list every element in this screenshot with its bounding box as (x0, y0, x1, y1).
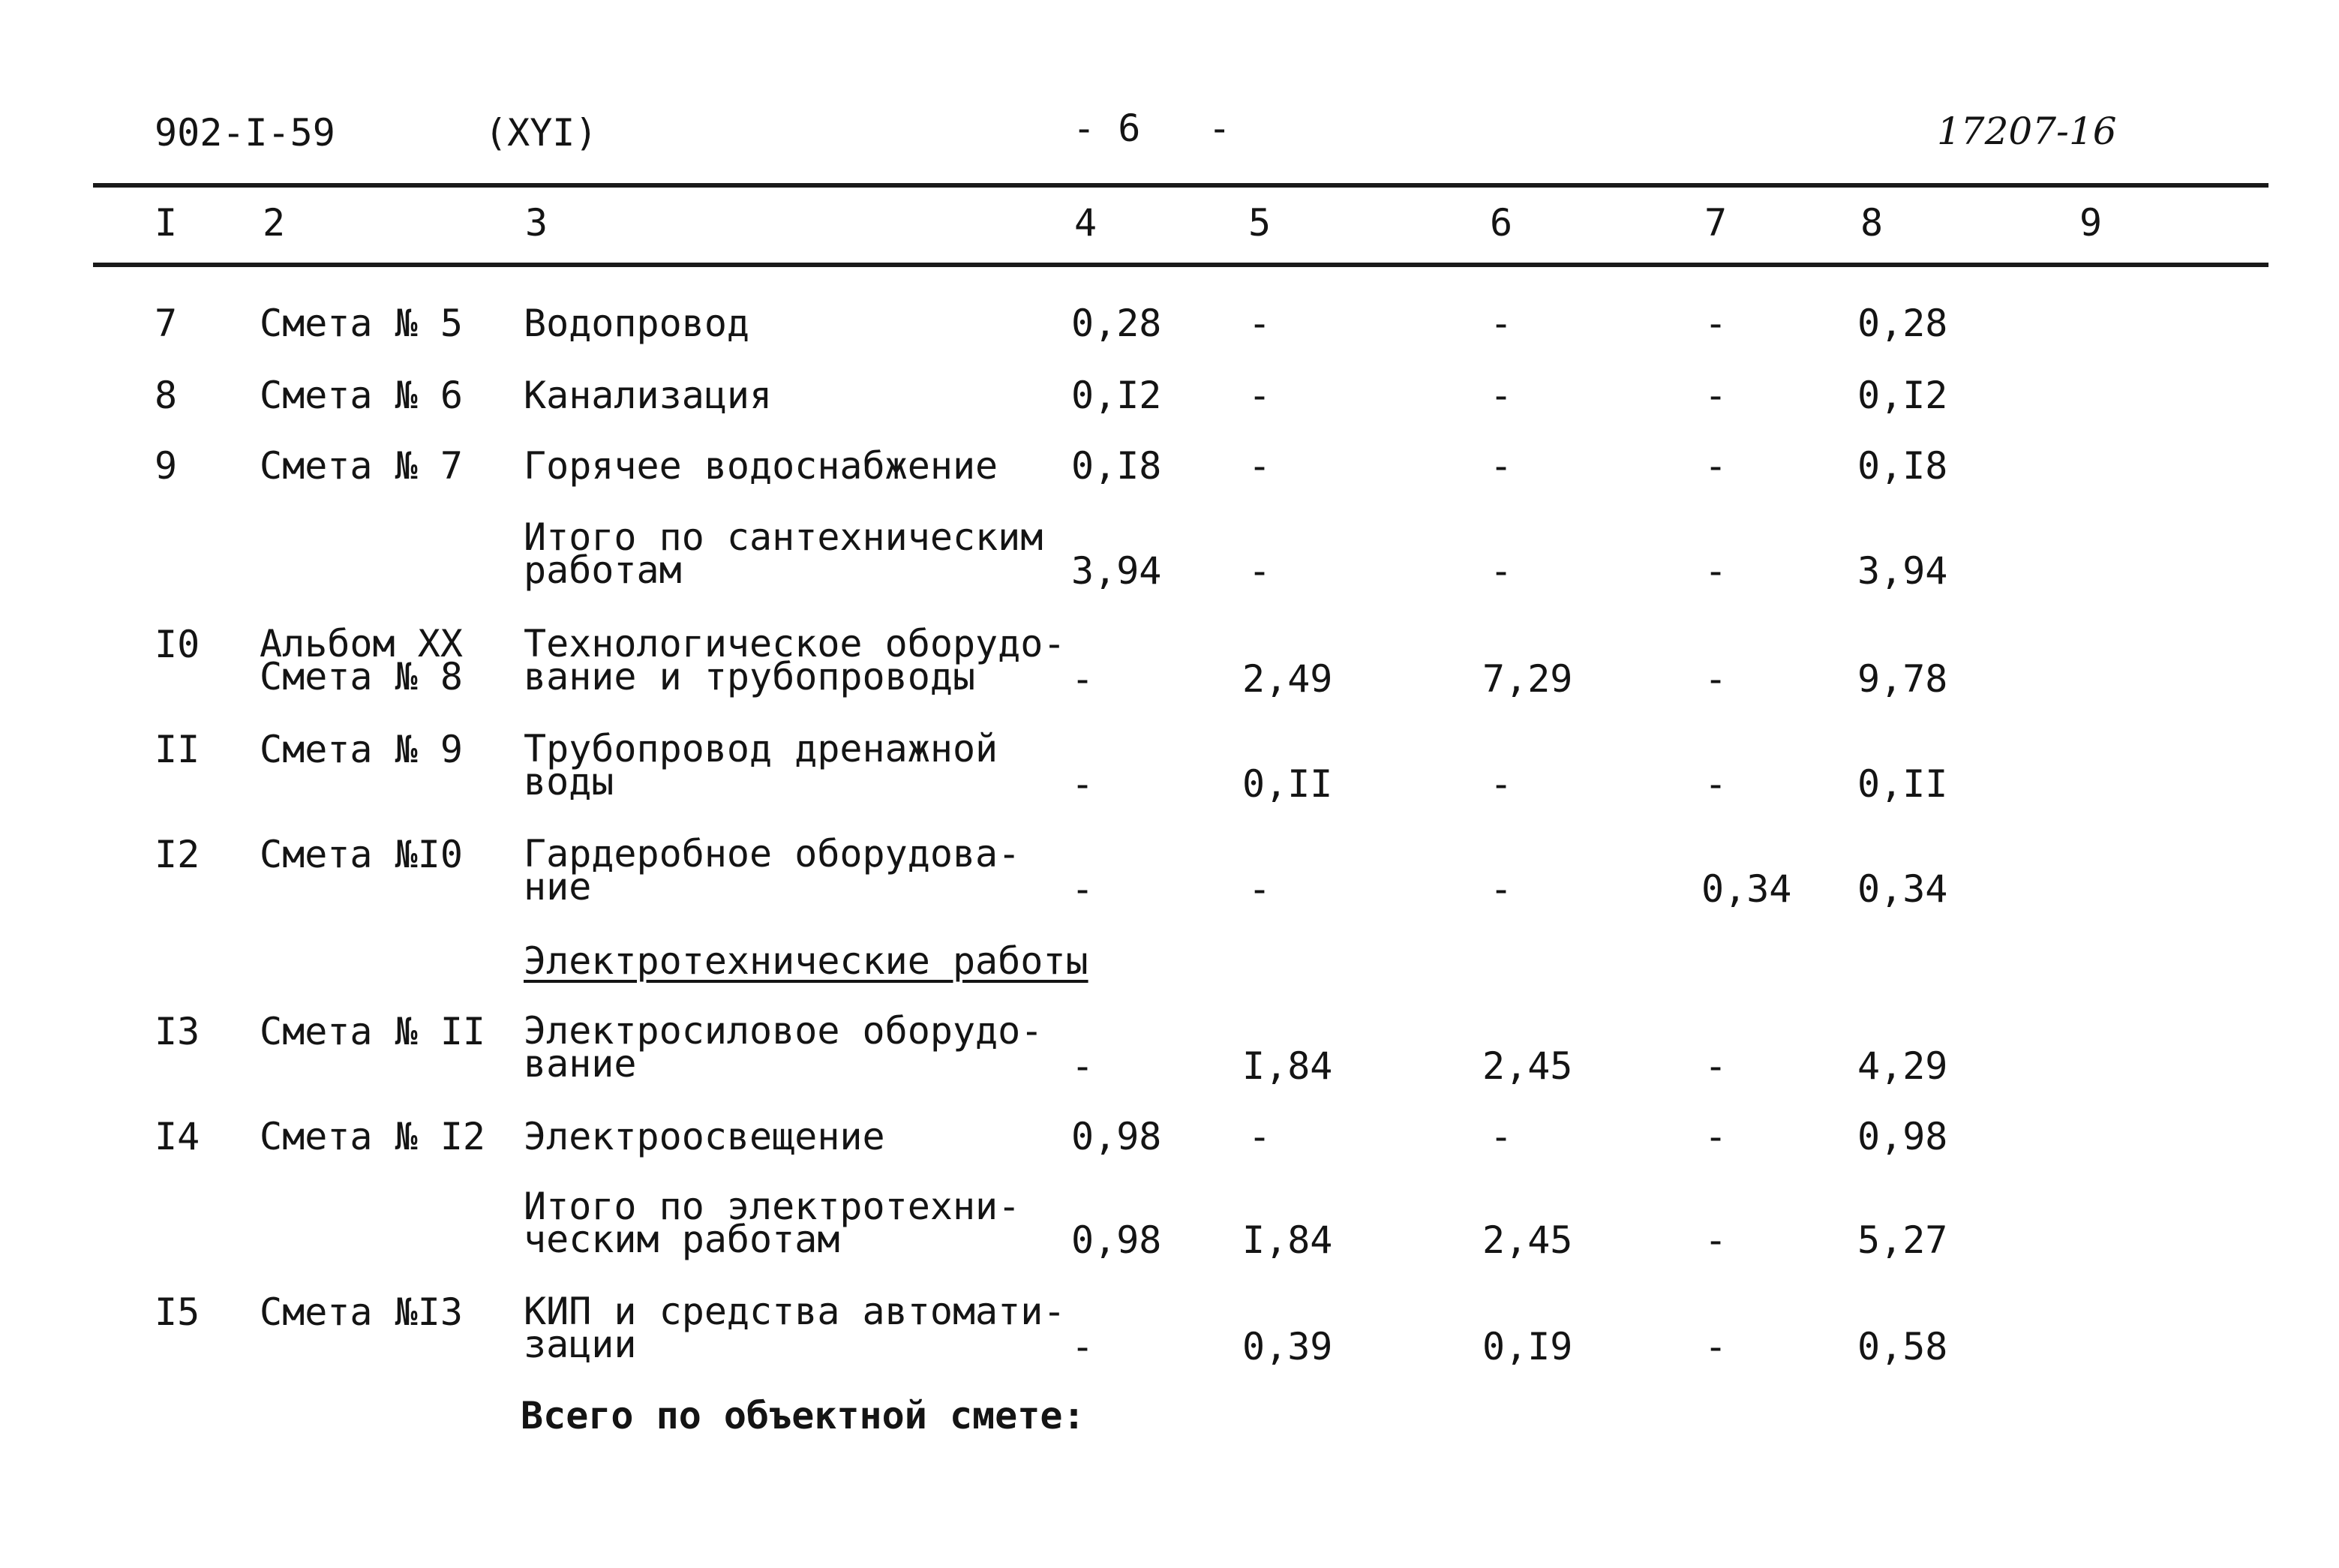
cost-col7: - (1704, 549, 1728, 593)
row-number: I2 (155, 833, 200, 876)
row-number: I4 (155, 1115, 200, 1158)
row-number: I3 (155, 1010, 200, 1053)
cost-col6: 7,29 (1482, 657, 1573, 701)
estimate-reference: Смета № 9 (260, 728, 463, 771)
column-number: 2 (263, 201, 286, 245)
cost-col5: 0,II (1242, 762, 1333, 806)
estimate-reference: Смета №I3 (260, 1290, 463, 1334)
document-code: 902-I-59 (155, 111, 335, 155)
cost-total: 0,28 (1857, 302, 1948, 345)
column-number: 8 (1860, 201, 1884, 245)
cost-total: 4,29 (1857, 1044, 1948, 1088)
cost-col5: 2,49 (1242, 657, 1333, 701)
estimate-reference: Смета №I0 (260, 833, 463, 876)
cost-total: 5,27 (1857, 1218, 1948, 1262)
column-number: 9 (2079, 201, 2103, 245)
cost-col4: 0,98 (1071, 1218, 1162, 1262)
cost-col4: - (1071, 762, 1094, 806)
cost-col5: - (1248, 444, 1272, 488)
cost-total: 0,I2 (1857, 374, 1948, 417)
cost-col7: 0,34 (1701, 867, 1792, 911)
cost-total: 3,94 (1857, 549, 1948, 593)
work-name: Трубопровод дренажной воды (524, 727, 998, 804)
row-number: II (155, 728, 200, 771)
row-number: I0 (155, 623, 200, 666)
cost-col5: - (1248, 302, 1272, 345)
cost-col6: - (1490, 549, 1513, 593)
cost-col4: - (1071, 1325, 1094, 1368)
cost-col7: - (1704, 302, 1728, 345)
section-heading: Электротехнические работы (524, 939, 1088, 983)
cost-col6: - (1490, 1115, 1513, 1158)
cost-col5: 0,39 (1242, 1325, 1333, 1368)
header-bottom-rule (93, 263, 2268, 267)
column-number: I (155, 201, 178, 245)
cost-col6: - (1490, 374, 1513, 417)
cost-total: 9,78 (1857, 657, 1948, 701)
cost-col4: 0,28 (1071, 302, 1162, 345)
cost-col5: I,84 (1242, 1218, 1333, 1262)
cost-col5: - (1248, 374, 1272, 417)
cost-col4: 0,I2 (1071, 374, 1162, 417)
header-top-rule (93, 183, 2268, 188)
cost-col7: - (1704, 374, 1728, 417)
estimate-reference: Смета № I2 (260, 1115, 486, 1158)
cost-col6: 2,45 (1482, 1044, 1573, 1088)
cost-col4: - (1071, 1044, 1094, 1088)
column-number: 4 (1074, 201, 1097, 245)
estimate-reference: Смета № 6 (260, 374, 463, 417)
cost-total: 0,98 (1857, 1115, 1948, 1158)
subtotal-label: Итого по сантехническим работам (524, 515, 1043, 592)
row-number: 8 (155, 374, 178, 417)
column-number: 7 (1704, 201, 1728, 245)
cost-col5: - (1248, 549, 1272, 593)
column-number: 6 (1490, 201, 1513, 245)
work-name: КИП и средства автомати- зации (524, 1290, 1066, 1366)
cost-total: 0,34 (1857, 867, 1948, 911)
work-name: Технологическое оборудо- вание и трубопроводы (524, 622, 1066, 698)
cost-col6: - (1490, 762, 1513, 806)
cost-total: 0,58 (1857, 1325, 1948, 1368)
work-name: Водопровод (524, 302, 750, 345)
cost-col4: - (1071, 657, 1094, 701)
row-number: 7 (155, 302, 178, 345)
cost-col7: - (1704, 762, 1728, 806)
cost-col6: 2,45 (1482, 1218, 1573, 1262)
cost-col4: 0,98 (1071, 1115, 1162, 1158)
subtotal-label: Итого по электротехни- ческим работам (524, 1185, 1021, 1261)
estimate-reference: Смета № 7 (260, 444, 463, 488)
estimate-reference: Альбом XX Смета № 8 (260, 622, 463, 698)
cost-col6: - (1490, 867, 1513, 911)
column-number: 3 (525, 201, 548, 245)
album-label: (XYI) (485, 111, 598, 155)
work-name: Горячее водоснабжение (524, 444, 998, 488)
handwritten-reference: 17207-16 (1937, 110, 2117, 153)
page-number: - 6 - (1073, 107, 1231, 150)
cost-col7: - (1704, 444, 1728, 488)
work-name: Гардеробное оборудова- ние (524, 832, 1021, 909)
cost-col7: - (1704, 1218, 1728, 1262)
cost-col4: 3,94 (1071, 549, 1162, 593)
cost-col4: 0,I8 (1071, 444, 1162, 488)
cost-col7: - (1704, 1325, 1728, 1368)
cost-col6: - (1490, 444, 1513, 488)
cost-col7: - (1704, 1044, 1728, 1088)
row-number: I5 (155, 1290, 200, 1334)
cost-col7: - (1704, 657, 1728, 701)
cost-col5: - (1248, 1115, 1272, 1158)
cost-col4: - (1071, 867, 1094, 911)
column-number: 5 (1248, 201, 1272, 245)
cost-col5: - (1248, 867, 1272, 911)
cost-total: 0,I8 (1857, 444, 1948, 488)
cost-col7: - (1704, 1115, 1728, 1158)
work-name: Электросиловое оборудо- вание (524, 1009, 1043, 1086)
estimate-reference: Смета № 5 (260, 302, 463, 345)
work-name: Канализация (524, 374, 773, 417)
cost-total: 0,II (1857, 762, 1948, 806)
estimate-reference: Смета № II (260, 1010, 486, 1053)
cost-col6: - (1490, 302, 1513, 345)
grand-total-label: Всего по объектной смете: (521, 1394, 1085, 1437)
cost-col5: I,84 (1242, 1044, 1333, 1088)
cost-col6: 0,I9 (1482, 1325, 1573, 1368)
work-name: Электроосвещение (524, 1115, 885, 1158)
row-number: 9 (155, 444, 178, 488)
